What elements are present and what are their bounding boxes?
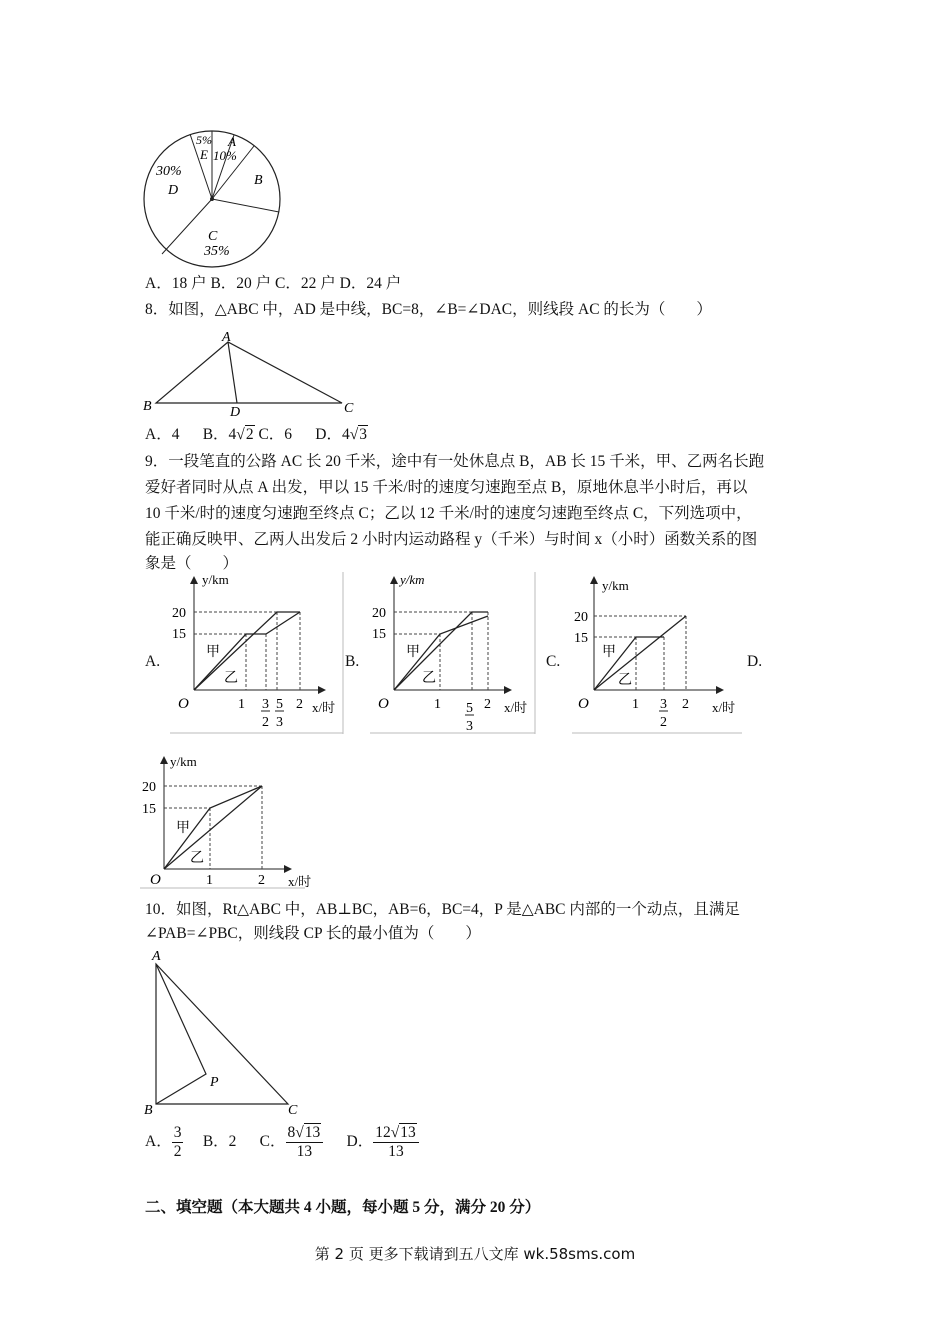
q10-label-b: B	[144, 1103, 153, 1118]
graph-jia: 甲	[206, 645, 220, 660]
q9-stem-line-1: 9．一段笔直的公路 AC 长 20 千米，途中有一处休息点 B，AB 长 15 千米，甲、乙两名长跑	[145, 453, 765, 470]
sqrt-icon: √	[236, 426, 245, 443]
q8-opt-d-radicand: 3	[359, 426, 367, 443]
pie-c-label: C	[208, 229, 218, 244]
sqrt-icon: √	[349, 426, 359, 443]
graph-yi: 乙	[224, 671, 238, 686]
q9-opt-a-letter: A.	[145, 653, 161, 670]
graph-frac-3-den: 3	[466, 719, 473, 734]
q9-opt-c-letter: C.	[546, 653, 561, 670]
q9-stem-line-2: 爱好者同时从点 A 出发，甲以 15 千米/时的速度匀速跑至点 B，原地休息半小时后，再以	[145, 479, 748, 496]
graph-x2: 2	[682, 697, 689, 712]
q9-graph-b	[370, 572, 545, 734]
pie-c-pct: 35%	[204, 244, 230, 259]
graph-xlabel: x/时	[288, 874, 312, 889]
graph-y15: 15	[372, 627, 386, 642]
graph-ylabel: y/km	[400, 572, 425, 587]
pie-b-label: B	[254, 173, 263, 188]
graph-jia: 甲	[602, 645, 616, 660]
graph-x2: 2	[258, 873, 265, 888]
q8-opt-c: C．6	[258, 426, 293, 443]
section-2-title: 二、填空题（本大题共 4 小题，每小题 5 分，满分 20 分）	[145, 1199, 541, 1216]
pie-d-pct: 30%	[156, 164, 182, 179]
q9-opt-b-letter: B.	[345, 653, 360, 670]
graph-xlabel: x/时	[312, 700, 336, 715]
q8-stem: 8．如图，△ABC 中，AD 是中线，BC=8，∠B=∠DAC，则线段 AC 的长为（ ）	[145, 301, 712, 318]
graph-x1: 1	[206, 873, 213, 888]
q10-opt-d-fraction: $\frac{12√13}{13}$	[373, 1124, 419, 1161]
graph-y20: 20	[574, 610, 588, 625]
graph-frac-5-num: 5	[276, 697, 283, 712]
q8-label-c: C	[344, 401, 354, 416]
graph-ylabel: y/km	[202, 572, 229, 587]
graph-frac-2-den: 2	[660, 715, 667, 730]
graph-y20: 20	[172, 606, 186, 621]
graph-x1: 1	[434, 697, 441, 712]
pie-e-label: E	[200, 147, 208, 162]
q10-stem-line-2: ∠PAB=∠PBC，则线段 CP 长的最小值为（ ）	[145, 925, 481, 942]
q9-stem-line-5: 象是（ ）	[145, 555, 239, 572]
page-footer: 第 2 页 更多下载请到五八文库 wk.58sms.com	[314, 1245, 636, 1263]
q10-label-c: C	[288, 1103, 298, 1118]
graph-jia: 甲	[406, 645, 420, 660]
q9-stem-line-4: 能正确反映甲、乙两人出发后 2 小时内运动路程 y（千米）与时间 x（小时）函数关系的图	[145, 531, 758, 548]
graph-origin: O	[178, 696, 189, 712]
graph-frac-3-num: 3	[262, 697, 269, 712]
graph-jia: 甲	[176, 821, 190, 836]
q10-label-a: A	[152, 949, 161, 964]
q10-opt-c-fraction: $\frac{8√13}{13}$	[286, 1124, 324, 1161]
sqrt-icon: √	[295, 1123, 304, 1141]
graph-x2: 2	[296, 697, 303, 712]
graph-x2: 2	[484, 697, 491, 712]
q8-opt-b-radicand: 2	[245, 426, 254, 443]
graph-ylabel: y/km	[602, 578, 629, 593]
graph-y15: 15	[172, 627, 186, 642]
pie-a-pct: 10%	[213, 148, 237, 163]
q8-opt-d: D．4	[315, 426, 350, 443]
graph-y20: 20	[372, 606, 386, 621]
graph-yi: 乙	[190, 851, 204, 866]
graph-yi: 乙	[422, 671, 436, 686]
graph-x1: 1	[238, 697, 245, 712]
q9-graph-a	[170, 572, 345, 734]
q10-stem-line-1: 10．如图，Rt△ABC 中，AB⊥BC，AB=6，BC=4，P 是△ABC 内部的一个动点，且满足	[145, 901, 740, 918]
q10-opt-c: C．	[259, 1133, 286, 1150]
q10-opt-a: A．	[145, 1133, 172, 1150]
graph-yi: 乙	[618, 673, 632, 688]
graph-origin: O	[578, 696, 589, 712]
q8-options	[145, 423, 368, 447]
graph-frac-5-num: 5	[466, 701, 473, 716]
graph-frac-3-den: 3	[276, 715, 283, 730]
graph-y15: 15	[574, 631, 588, 646]
q10-triangle-figure	[140, 946, 310, 1118]
q8-label-b: B	[143, 399, 152, 414]
q8-label-a: A	[222, 330, 231, 345]
q7-options: A．18 户 B．20 户 C．22 户 D．24 户	[145, 275, 402, 292]
pie-a-label: A	[228, 134, 236, 149]
q9-graph-c	[572, 572, 747, 734]
graph-ylabel: y/km	[170, 754, 197, 769]
q10-opt-d: D．	[346, 1133, 374, 1150]
q10-opt-b: B．2	[202, 1133, 237, 1150]
graph-frac-2-den: 2	[262, 715, 269, 730]
q8-opt-b: B．4	[202, 426, 237, 443]
q10-options	[145, 1120, 419, 1164]
graph-origin: O	[378, 696, 389, 712]
pie-d-label: D	[168, 183, 179, 198]
graph-x1: 1	[632, 697, 639, 712]
q10-label-p: P	[210, 1075, 219, 1090]
q8-label-d: D	[230, 405, 241, 418]
graph-xlabel: x/时	[504, 700, 528, 715]
q9-stem-line-3: 10 千米/时的速度匀速跑至终点 C；乙以 12 千米/时的速度匀速跑至终点 C，下列选项中，	[145, 505, 752, 522]
q10-opt-a-fraction: $\frac{3}{2}$	[173, 1123, 182, 1160]
graph-frac-3-num: 3	[660, 697, 667, 712]
sqrt-icon: √	[390, 1123, 400, 1141]
q9-opt-d-letter: D.	[747, 653, 763, 670]
q8-opt-a: A．4	[145, 426, 180, 443]
graph-origin: O	[150, 872, 161, 888]
q8-triangle-figure	[140, 328, 360, 418]
pie-e-pct: 5%	[196, 133, 212, 147]
graph-xlabel: x/时	[712, 700, 736, 715]
q9-graph-d	[140, 752, 320, 892]
graph-y15: 15	[142, 802, 156, 817]
q7-pie-chart	[140, 128, 285, 270]
graph-y20: 20	[142, 780, 156, 795]
